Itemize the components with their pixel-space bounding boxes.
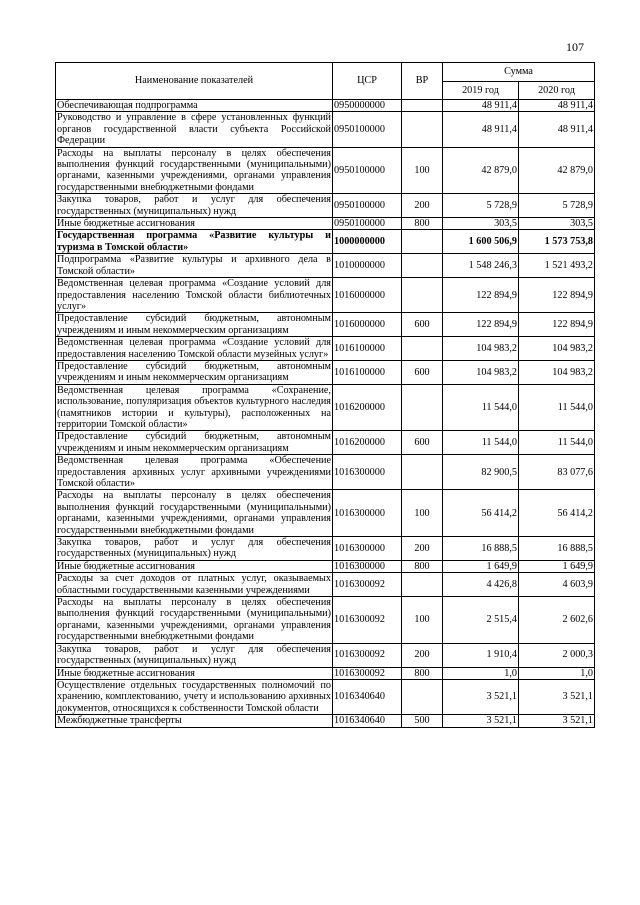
- row-csr: 1016300000: [333, 560, 402, 572]
- row-sum-2019: 56 414,2: [443, 490, 519, 537]
- row-name: Межбюджетные трансферты: [56, 715, 333, 727]
- header-name: Наименование показателей: [56, 63, 333, 100]
- row-sum-2020: 1,0: [519, 667, 595, 679]
- row-csr: 0950100000: [333, 112, 402, 147]
- row-sum-2020: 2 602,6: [519, 597, 595, 644]
- row-vr: 600: [402, 360, 443, 384]
- row-name: Государственная программа «Развитие культуры и туризма в Томской области»: [57, 230, 331, 253]
- row-sum-2019: 4 426,8: [443, 573, 519, 597]
- row-sum-2020: 83 077,6: [519, 455, 595, 490]
- row-vr: [402, 337, 443, 361]
- row-sum-2019: 3 521,1: [443, 679, 519, 714]
- row-sum-2019: 48 911,4: [443, 112, 519, 147]
- row-vr: [402, 455, 443, 490]
- row-name: Расходы на выплаты персоналу в целях обеспечения выполнения функций государственными (муниципальными) органами, казенными учреждениями, органами управления государственными внебюджетными фондами: [57, 597, 331, 643]
- row-sum-2020: 122 894,9: [519, 313, 595, 337]
- row-csr: 1016100000: [333, 337, 402, 361]
- row-name: Подпрограмма «Развитие культуры и архивного дела в Томской области»: [57, 254, 331, 277]
- row-sum-2020: 11 544,0: [519, 431, 595, 455]
- table-row: [56, 100, 595, 112]
- row-sum-2020: 5 728,9: [519, 194, 595, 218]
- table-row: [56, 455, 595, 490]
- table-row: [56, 643, 595, 667]
- row-sum-2020: 48 911,4: [519, 112, 595, 147]
- row-name: Иные бюджетные ассигнования: [56, 218, 333, 230]
- table-row: [56, 431, 595, 455]
- table-row: [56, 218, 595, 230]
- table-row: [56, 679, 595, 714]
- row-sum-2019: 5 728,9: [443, 194, 519, 218]
- row-csr: 1000000000: [333, 230, 402, 254]
- row-vr: 200: [402, 194, 443, 218]
- table-row: [56, 313, 595, 337]
- row-sum-2020: 16 888,5: [519, 537, 595, 561]
- row-csr: 0950000000: [333, 100, 402, 112]
- table-row: [56, 667, 595, 679]
- row-csr: 1016200000: [333, 431, 402, 455]
- row-sum-2019: 303,5: [443, 218, 519, 230]
- header-year-2019: 2019 год: [443, 82, 519, 100]
- header-sum: Сумма: [443, 63, 595, 82]
- row-vr: 800: [402, 560, 443, 572]
- row-name: Расходы на выплаты персоналу в целях обеспечения выполнения функций государственными (муниципальными) органами, казенными учреждениями, органами управления государственными внебюджетными фондами: [57, 147, 331, 193]
- row-vr: 200: [402, 537, 443, 561]
- row-name: Ведомственная целевая программа «Создание условий для предоставления населению Томской области музейных услуг»: [57, 337, 331, 360]
- table-row: [56, 490, 595, 537]
- row-sum-2020: 42 879,0: [519, 147, 595, 194]
- table-row: [56, 254, 595, 278]
- row-csr: 1016000000: [333, 278, 402, 313]
- row-vr: 600: [402, 313, 443, 337]
- row-sum-2020: 48 911,4: [519, 100, 595, 112]
- row-csr: 1016300000: [333, 455, 402, 490]
- table-row: [56, 194, 595, 218]
- table-row: [56, 560, 595, 572]
- row-vr: 800: [402, 218, 443, 230]
- row-sum-2019: 3 521,1: [443, 715, 519, 727]
- row-sum-2019: 104 983,2: [443, 337, 519, 361]
- table-row: [56, 230, 595, 254]
- header-csr: ЦСР: [333, 63, 402, 100]
- row-name: Ведомственная целевая программа «Создание условий для предоставления населению Томской области библиотечных услуг»: [57, 278, 331, 312]
- row-sum-2020: 104 983,2: [519, 337, 595, 361]
- table-row: [56, 147, 595, 194]
- row-vr: 100: [402, 597, 443, 644]
- row-csr: 0950100000: [333, 218, 402, 230]
- row-sum-2020: 122 894,9: [519, 278, 595, 313]
- row-csr: 1016300092: [333, 597, 402, 644]
- row-sum-2019: 104 983,2: [443, 360, 519, 384]
- row-vr: 200: [402, 643, 443, 667]
- row-csr: 0950100000: [333, 194, 402, 218]
- row-sum-2019: 11 544,0: [443, 431, 519, 455]
- row-sum-2019: 48 911,4: [443, 100, 519, 112]
- row-vr: [402, 573, 443, 597]
- row-name: Закупка товаров, работ и услуг для обеспечения государственных (муниципальных) нужд: [57, 194, 331, 217]
- row-csr: 1016300092: [333, 573, 402, 597]
- row-csr: 1016300092: [333, 667, 402, 679]
- row-vr: [402, 100, 443, 112]
- row-vr: [402, 679, 443, 714]
- header-year-2020: 2020 год: [519, 82, 595, 100]
- row-vr: [402, 254, 443, 278]
- row-csr: 1016300000: [333, 537, 402, 561]
- row-name: Осуществление отдельных государственных полномочий по хранению, комплектованию, учету и использованию архивных документов, относящихся к собственности Томской области: [57, 679, 331, 714]
- table-row: [56, 715, 595, 727]
- row-sum-2019: 122 894,9: [443, 313, 519, 337]
- row-sum-2019: 2 515,4: [443, 597, 519, 644]
- row-sum-2019: 1 910,4: [443, 643, 519, 667]
- table-row: [56, 112, 595, 147]
- row-name: Обеспечивающая подпрограмма: [56, 100, 333, 112]
- row-csr: 1016340640: [333, 715, 402, 727]
- row-name: Ведомственная целевая программа «Сохранение, использование, популяризация объектов культурного наследия (памятников истории и культуры), расположенных на территории Томской области»: [57, 384, 331, 430]
- row-vr: 100: [402, 147, 443, 194]
- row-name: Ведомственная целевая программа «Обеспечение предоставления архивных услуг архивными учреждениями Томской области»: [57, 455, 331, 489]
- row-csr: 1016340640: [333, 679, 402, 714]
- table-row: [56, 537, 595, 561]
- row-csr: 1016200000: [333, 384, 402, 431]
- row-sum-2019: 122 894,9: [443, 278, 519, 313]
- row-sum-2020: 1 649,9: [519, 560, 595, 572]
- row-sum-2020: 3 521,1: [519, 715, 595, 727]
- row-sum-2019: 16 888,5: [443, 537, 519, 561]
- row-sum-2020: 11 544,0: [519, 384, 595, 431]
- row-name: Закупка товаров, работ и услуг для обеспечения государственных (муниципальных) нужд: [57, 537, 331, 560]
- row-sum-2020: 56 414,2: [519, 490, 595, 537]
- row-csr: 1016300000: [333, 490, 402, 537]
- row-sum-2019: 1 649,9: [443, 560, 519, 572]
- budget-table: [55, 62, 595, 728]
- row-vr: [402, 230, 443, 254]
- row-csr: 1016100000: [333, 360, 402, 384]
- row-vr: 100: [402, 490, 443, 537]
- row-csr: 1016300092: [333, 643, 402, 667]
- row-vr: [402, 384, 443, 431]
- row-vr: 600: [402, 431, 443, 455]
- row-vr: 800: [402, 667, 443, 679]
- row-csr: 1016000000: [333, 313, 402, 337]
- table-row: [56, 573, 595, 597]
- row-sum-2019: 11 544,0: [443, 384, 519, 431]
- header-vr: ВР: [402, 63, 443, 100]
- row-name: Расходы на выплаты персоналу в целях обеспечения выполнения функций государственными (муниципальными) органами, казенными учреждениями, органами управления государственными внебюджетными фондами: [57, 490, 331, 536]
- row-csr: 0950100000: [333, 147, 402, 194]
- row-sum-2019: 1 548 246,3: [443, 254, 519, 278]
- table-row: [56, 337, 595, 361]
- row-sum-2019: 42 879,0: [443, 147, 519, 194]
- row-name: Иные бюджетные ассигнования: [56, 667, 333, 679]
- table-row: [56, 278, 595, 313]
- row-name: Закупка товаров, работ и услуг для обеспечения государственных (муниципальных) нужд: [57, 643, 331, 667]
- row-csr: 1010000000: [333, 254, 402, 278]
- table-row: [56, 384, 595, 431]
- row-sum-2020: 303,5: [519, 218, 595, 230]
- row-name: Руководство и управление в сфере установленных функций органов государственной власти субъекта Российской Федерации: [57, 112, 331, 147]
- row-sum-2019: 1,0: [443, 667, 519, 679]
- row-sum-2019: 82 900,5: [443, 455, 519, 490]
- table-row: [56, 597, 595, 644]
- row-name: Иные бюджетные ассигнования: [56, 560, 333, 572]
- page-number: 107: [566, 40, 584, 54]
- table-row: [56, 360, 595, 384]
- row-sum-2019: 1 600 506,9: [443, 230, 519, 254]
- row-sum-2020: 3 521,1: [519, 679, 595, 714]
- row-vr: 500: [402, 715, 443, 727]
- row-name: Предоставление субсидий бюджетным, автономным учреждениям и иным некоммерческим организациям: [57, 313, 331, 336]
- row-vr: [402, 112, 443, 147]
- row-sum-2020: 1 573 753,8: [519, 230, 595, 254]
- row-sum-2020: 104 983,2: [519, 360, 595, 384]
- row-name: Расходы за счет доходов от платных услуг, оказываемых областными государственными казенными учреждениями: [57, 573, 331, 596]
- row-sum-2020: 1 521 493,2: [519, 254, 595, 278]
- row-name: Предоставление субсидий бюджетным, автономным учреждениям и иным некоммерческим организациям: [57, 431, 331, 454]
- table-body: [56, 100, 595, 728]
- row-sum-2020: 4 603,9: [519, 573, 595, 597]
- row-vr: [402, 278, 443, 313]
- row-name: Предоставление субсидий бюджетным, автономным учреждениям и иным некоммерческим организациям: [57, 360, 331, 384]
- row-sum-2020: 2 000,3: [519, 643, 595, 667]
